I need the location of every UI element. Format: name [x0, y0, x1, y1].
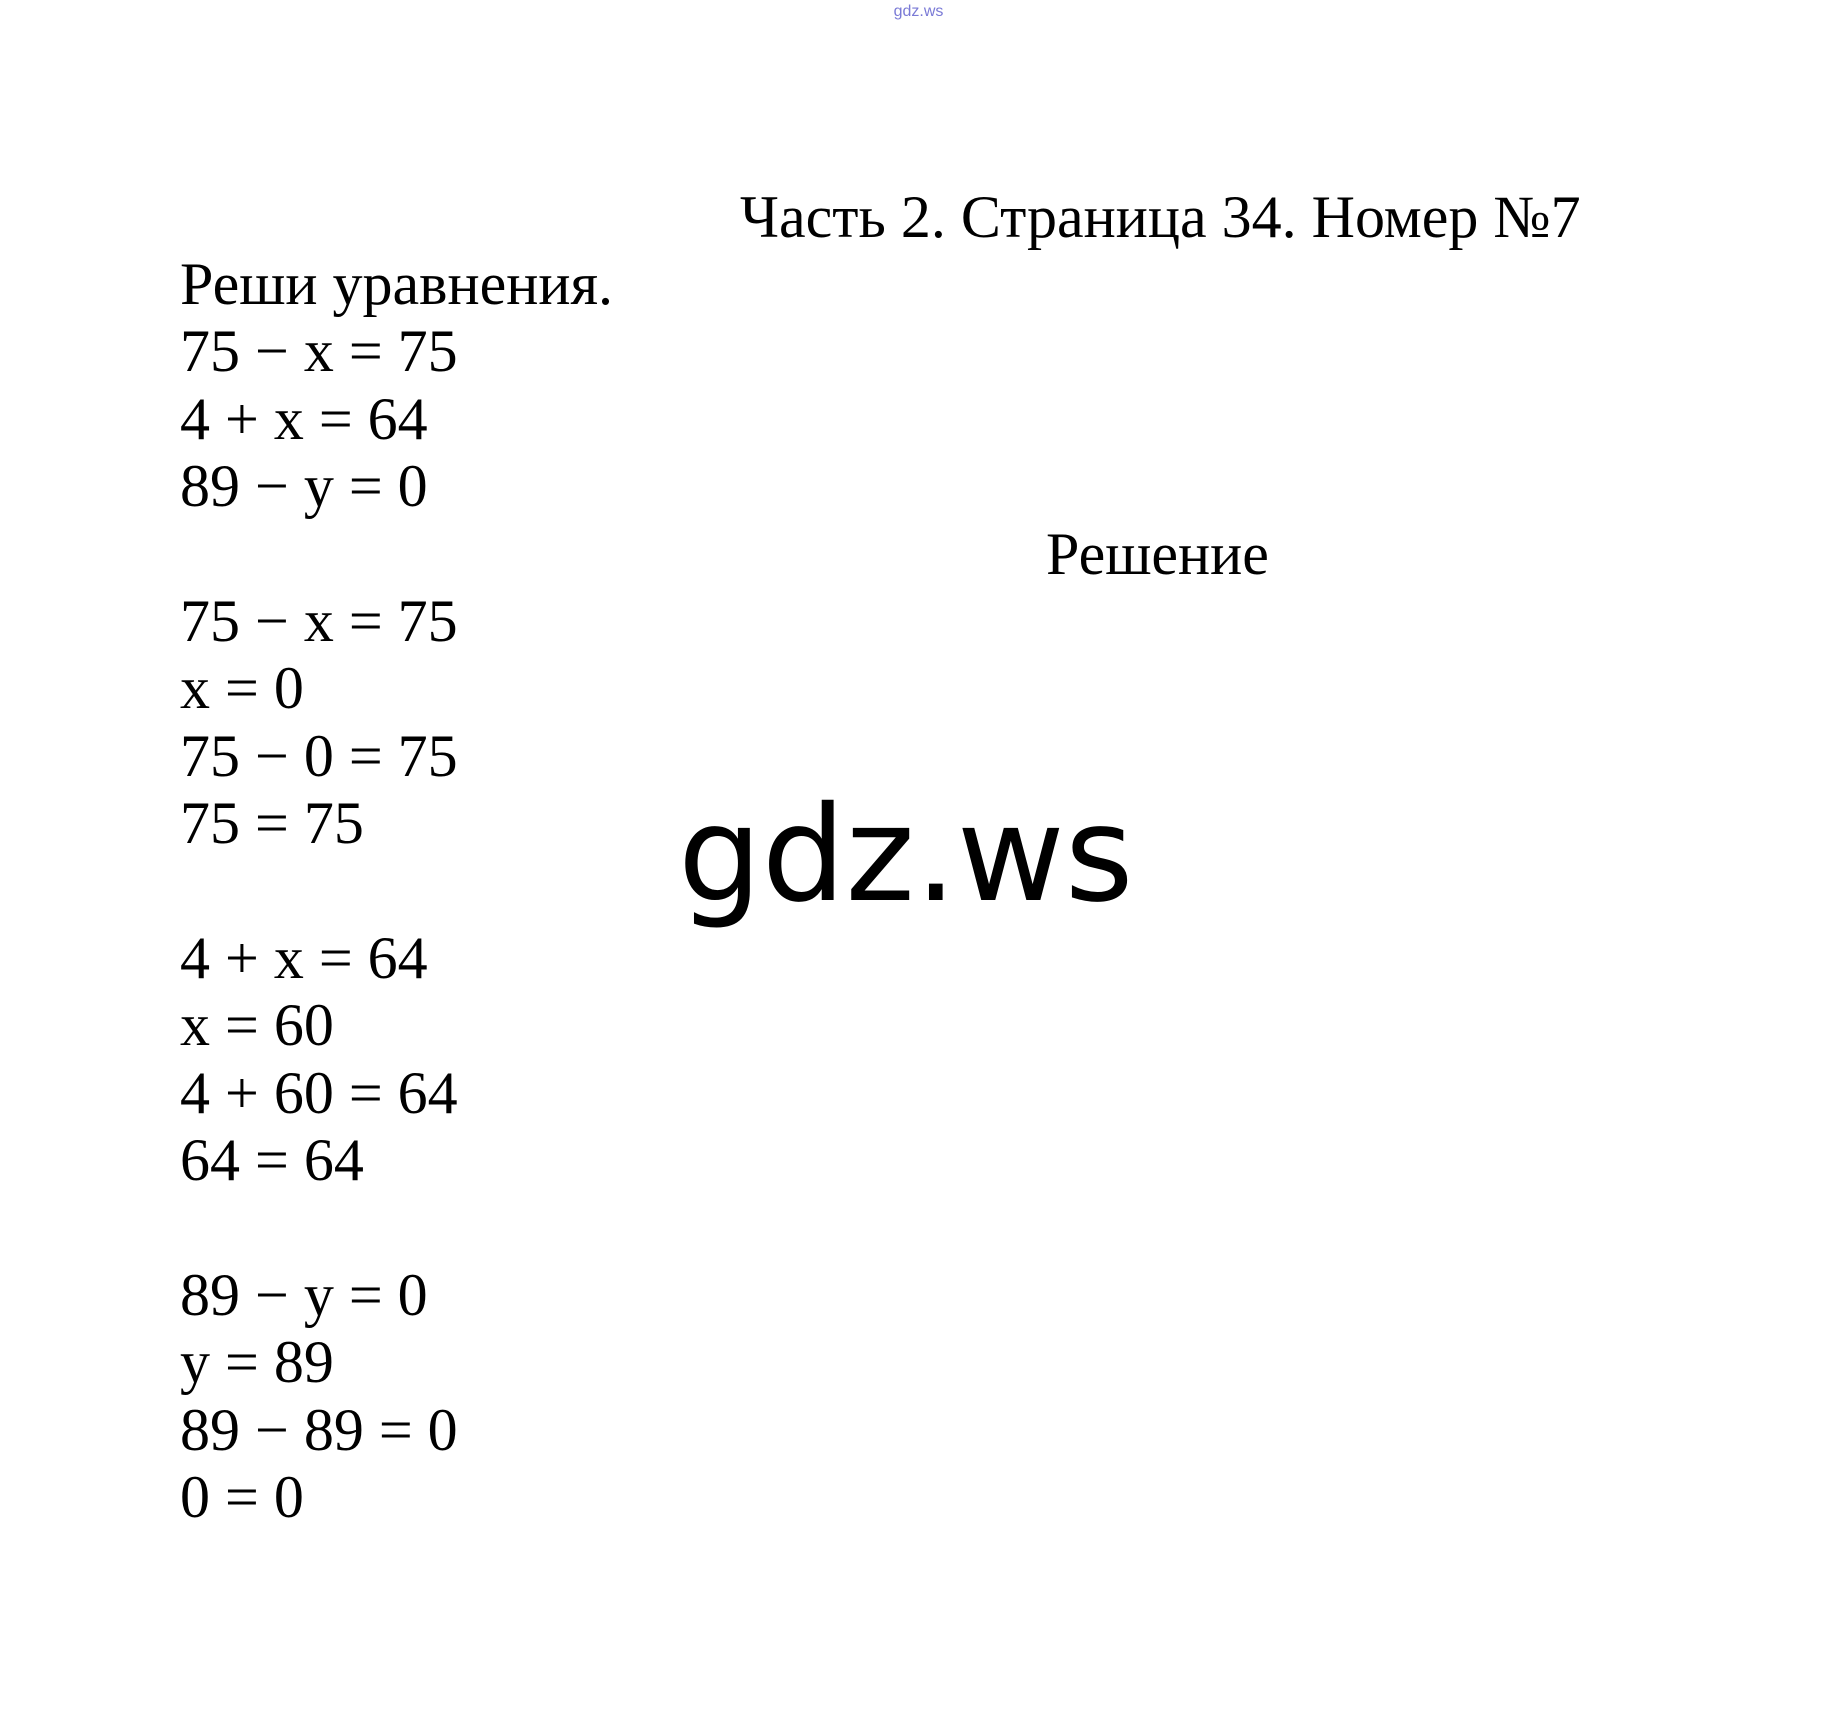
solution-line: 0 = 0	[180, 1464, 304, 1530]
task-equation: 75 − x = 75	[180, 318, 458, 384]
solution-line: 75 − x = 75	[180, 588, 458, 654]
task-equation: 4 + x = 64	[180, 386, 428, 452]
page-heading: Часть 2. Страница 34. Номер №7	[740, 184, 1581, 250]
solution-line: 75 = 75	[180, 790, 364, 856]
solution-line: y = 89	[180, 1329, 334, 1395]
solution-line: 89 − 89 = 0	[180, 1397, 458, 1463]
solution-heading: Решение	[1046, 521, 1269, 587]
solution-line: 4 + x = 64	[180, 925, 428, 991]
task-prompt: Реши уравнения.	[180, 251, 614, 317]
solution-line: x = 0	[180, 655, 304, 721]
top-watermark: gdz.ws	[893, 3, 944, 20]
solution-line: 64 = 64	[180, 1127, 364, 1193]
solution-line: 75 − 0 = 75	[180, 723, 458, 789]
solution-line: 4 + 60 = 64	[180, 1060, 458, 1126]
site-watermark: gdz.ws	[678, 778, 1134, 932]
task-equation: 89 − y = 0	[180, 453, 428, 519]
solution-line: 89 − y = 0	[180, 1262, 428, 1328]
solution-line: x = 60	[180, 992, 334, 1058]
